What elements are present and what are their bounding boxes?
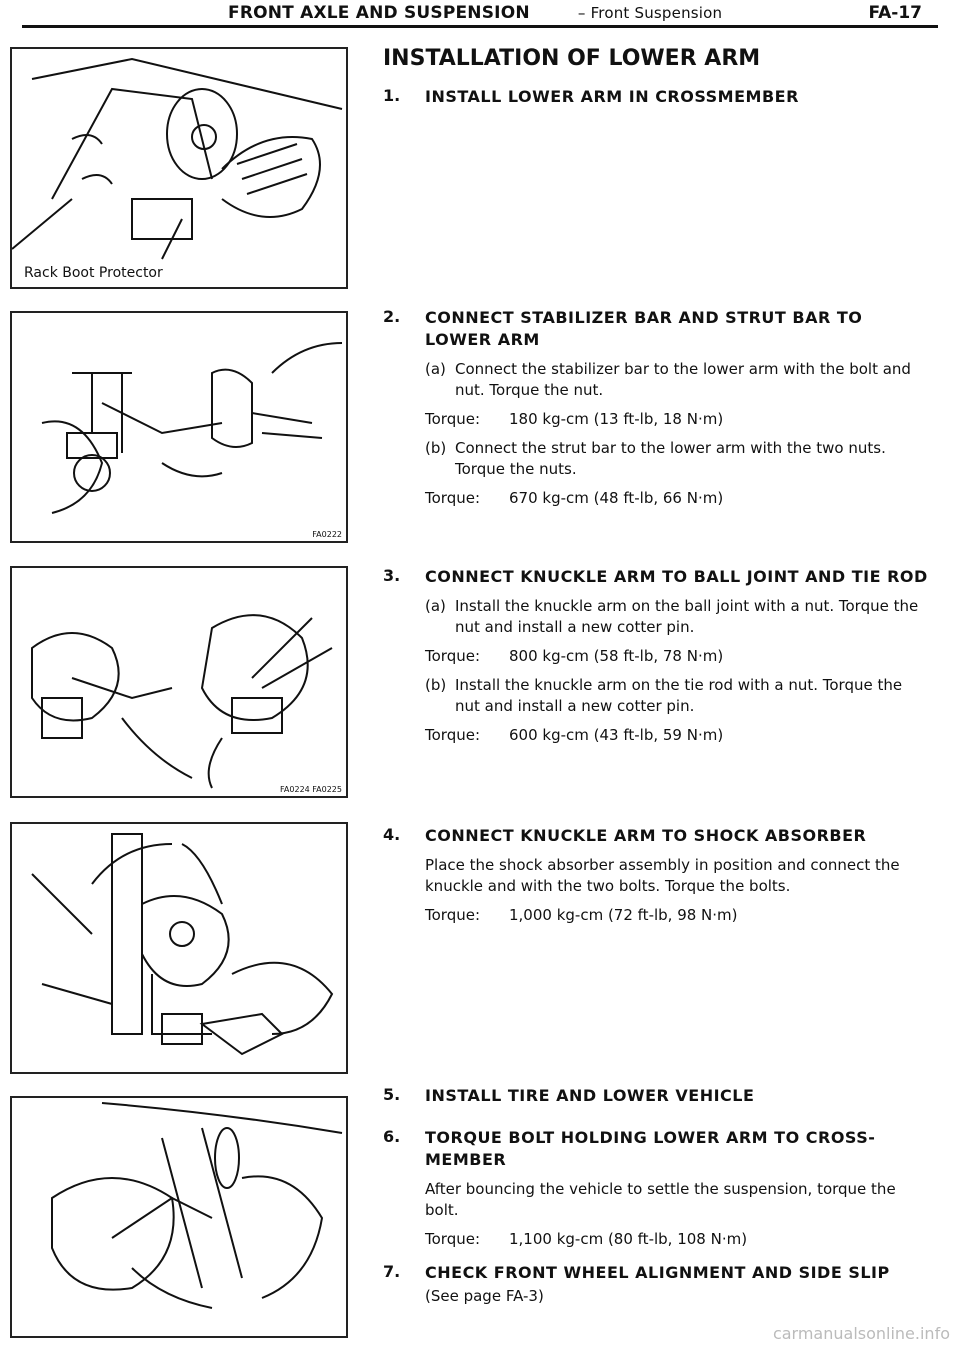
torque-label: Torque: (425, 410, 481, 428)
step-heading: CONNECT STABILIZER BAR AND STRUT BAR TO LOWER ARM (425, 308, 863, 349)
illustration-crossmember-bolt (12, 1098, 346, 1336)
torque-label: Torque: (425, 726, 481, 744)
figure-code: FA0224 FA0225 (280, 785, 342, 794)
step-number: 4. (383, 825, 401, 844)
step-text: After bouncing the vehicle to settle the suspension, torque the bolt. (425, 1180, 896, 1219)
substep-text: Connect the stabilizer bar to the lower arm with the bolt and nut. Torque the nut. (455, 360, 911, 399)
step-number: 2. (383, 307, 401, 326)
torque-spec (425, 488, 928, 509)
step-number: 6. (383, 1127, 401, 1146)
torque-spec (425, 1229, 928, 1250)
step-heading: INSTALL TIRE AND LOWER VEHICLE (425, 1086, 755, 1105)
step-7 (383, 1262, 928, 1307)
step-heading: INSTALL LOWER ARM IN CROSSMEMBER (425, 87, 799, 106)
torque-value: 180 kg-cm (13 ft-lb, 18 N·m) (509, 410, 724, 428)
step-2 (383, 307, 928, 509)
figure-shock-absorber (10, 822, 348, 1074)
step-5 (383, 1085, 928, 1107)
substep-b (425, 438, 928, 480)
torque-spec (425, 646, 928, 667)
figure-stabilizer-strut (10, 311, 348, 543)
illustration-knuckle-arm-ball-joint (12, 568, 346, 796)
substep-text: Install the knuckle arm on the ball joint with a nut. Torque the nut and install a new cotter pin. (455, 597, 919, 636)
section-name: FRONT AXLE AND SUSPENSION (228, 3, 530, 23)
substep-text: Connect the strut bar to the lower arm with the two nuts. Torque the nuts. (455, 439, 886, 478)
figure-callout: Rack Boot Protector (24, 265, 163, 281)
torque-label: Torque: (425, 906, 481, 924)
header-rule (22, 25, 938, 28)
substep-label: (b) (425, 676, 447, 694)
torque-label: Torque: (425, 1230, 481, 1248)
step-6 (383, 1127, 928, 1250)
step-3 (383, 566, 928, 746)
step-number: 7. (383, 1262, 401, 1281)
page-code: FA-17 (868, 3, 922, 23)
step-4 (383, 825, 928, 926)
section-title (228, 3, 722, 24)
torque-label: Torque: (425, 647, 481, 665)
step-number: 1. (383, 86, 401, 105)
figure-knuckle-arm (10, 566, 348, 798)
page-header (0, 0, 960, 30)
watermark: carmanualsonline.info (772, 1324, 950, 1343)
step-heading: CONNECT KNUCKLE ARM TO BALL JOINT AND TIE ROD (425, 567, 928, 586)
figure-crossmember-bolt (10, 1096, 348, 1338)
torque-label: Torque: (425, 489, 481, 507)
substep-a (425, 359, 928, 401)
torque-value: 800 kg-cm (58 ft-lb, 78 N·m) (509, 647, 724, 665)
figure-rack-boot-protector (10, 47, 348, 289)
subsection-name: – Front Suspension (577, 4, 723, 22)
illustration-stabilizer-strut-bar (12, 313, 346, 541)
step-text: Place the shock absorber assembly in position and connect the knuckle and with the two bolts. Torque the bolts. (425, 856, 900, 895)
substep-b (425, 675, 928, 717)
torque-spec (425, 905, 928, 926)
step-heading: CONNECT KNUCKLE ARM TO SHOCK ABSORBER (425, 826, 867, 845)
figure-code: FA0222 (312, 530, 342, 539)
page-title: INSTALLATION OF LOWER ARM (383, 46, 761, 71)
torque-spec (425, 725, 928, 746)
substep-a (425, 596, 928, 638)
torque-value: 600 kg-cm (43 ft-lb, 59 N·m) (509, 726, 724, 744)
substep-label: (a) (425, 360, 446, 378)
step-1 (383, 86, 928, 108)
substep-text: Install the knuckle arm on the tie rod with a nut. Torque the nut and install a new cotter pin. (455, 676, 903, 715)
step-heading: TORQUE BOLT HOLDING LOWER ARM TO CROSS-MEMBER (425, 1128, 876, 1169)
torque-value: 1,000 kg-cm (72 ft-lb, 98 N·m) (509, 906, 738, 924)
substep-label: (b) (425, 439, 447, 457)
torque-spec (425, 409, 928, 430)
torque-value: 1,100 kg-cm (80 ft-lb, 108 N·m) (509, 1230, 748, 1248)
step-number: 3. (383, 566, 401, 585)
page-reference: (See page FA-3) (425, 1287, 544, 1305)
step-heading: CHECK FRONT WHEEL ALIGNMENT AND SIDE SLIP (425, 1263, 890, 1282)
torque-value: 670 kg-cm (48 ft-lb, 66 N·m) (509, 489, 724, 507)
substep-label: (a) (425, 597, 446, 615)
illustration-shock-absorber (12, 824, 346, 1072)
illustration-lower-arm-crossmember (12, 49, 346, 287)
step-number: 5. (383, 1085, 401, 1104)
